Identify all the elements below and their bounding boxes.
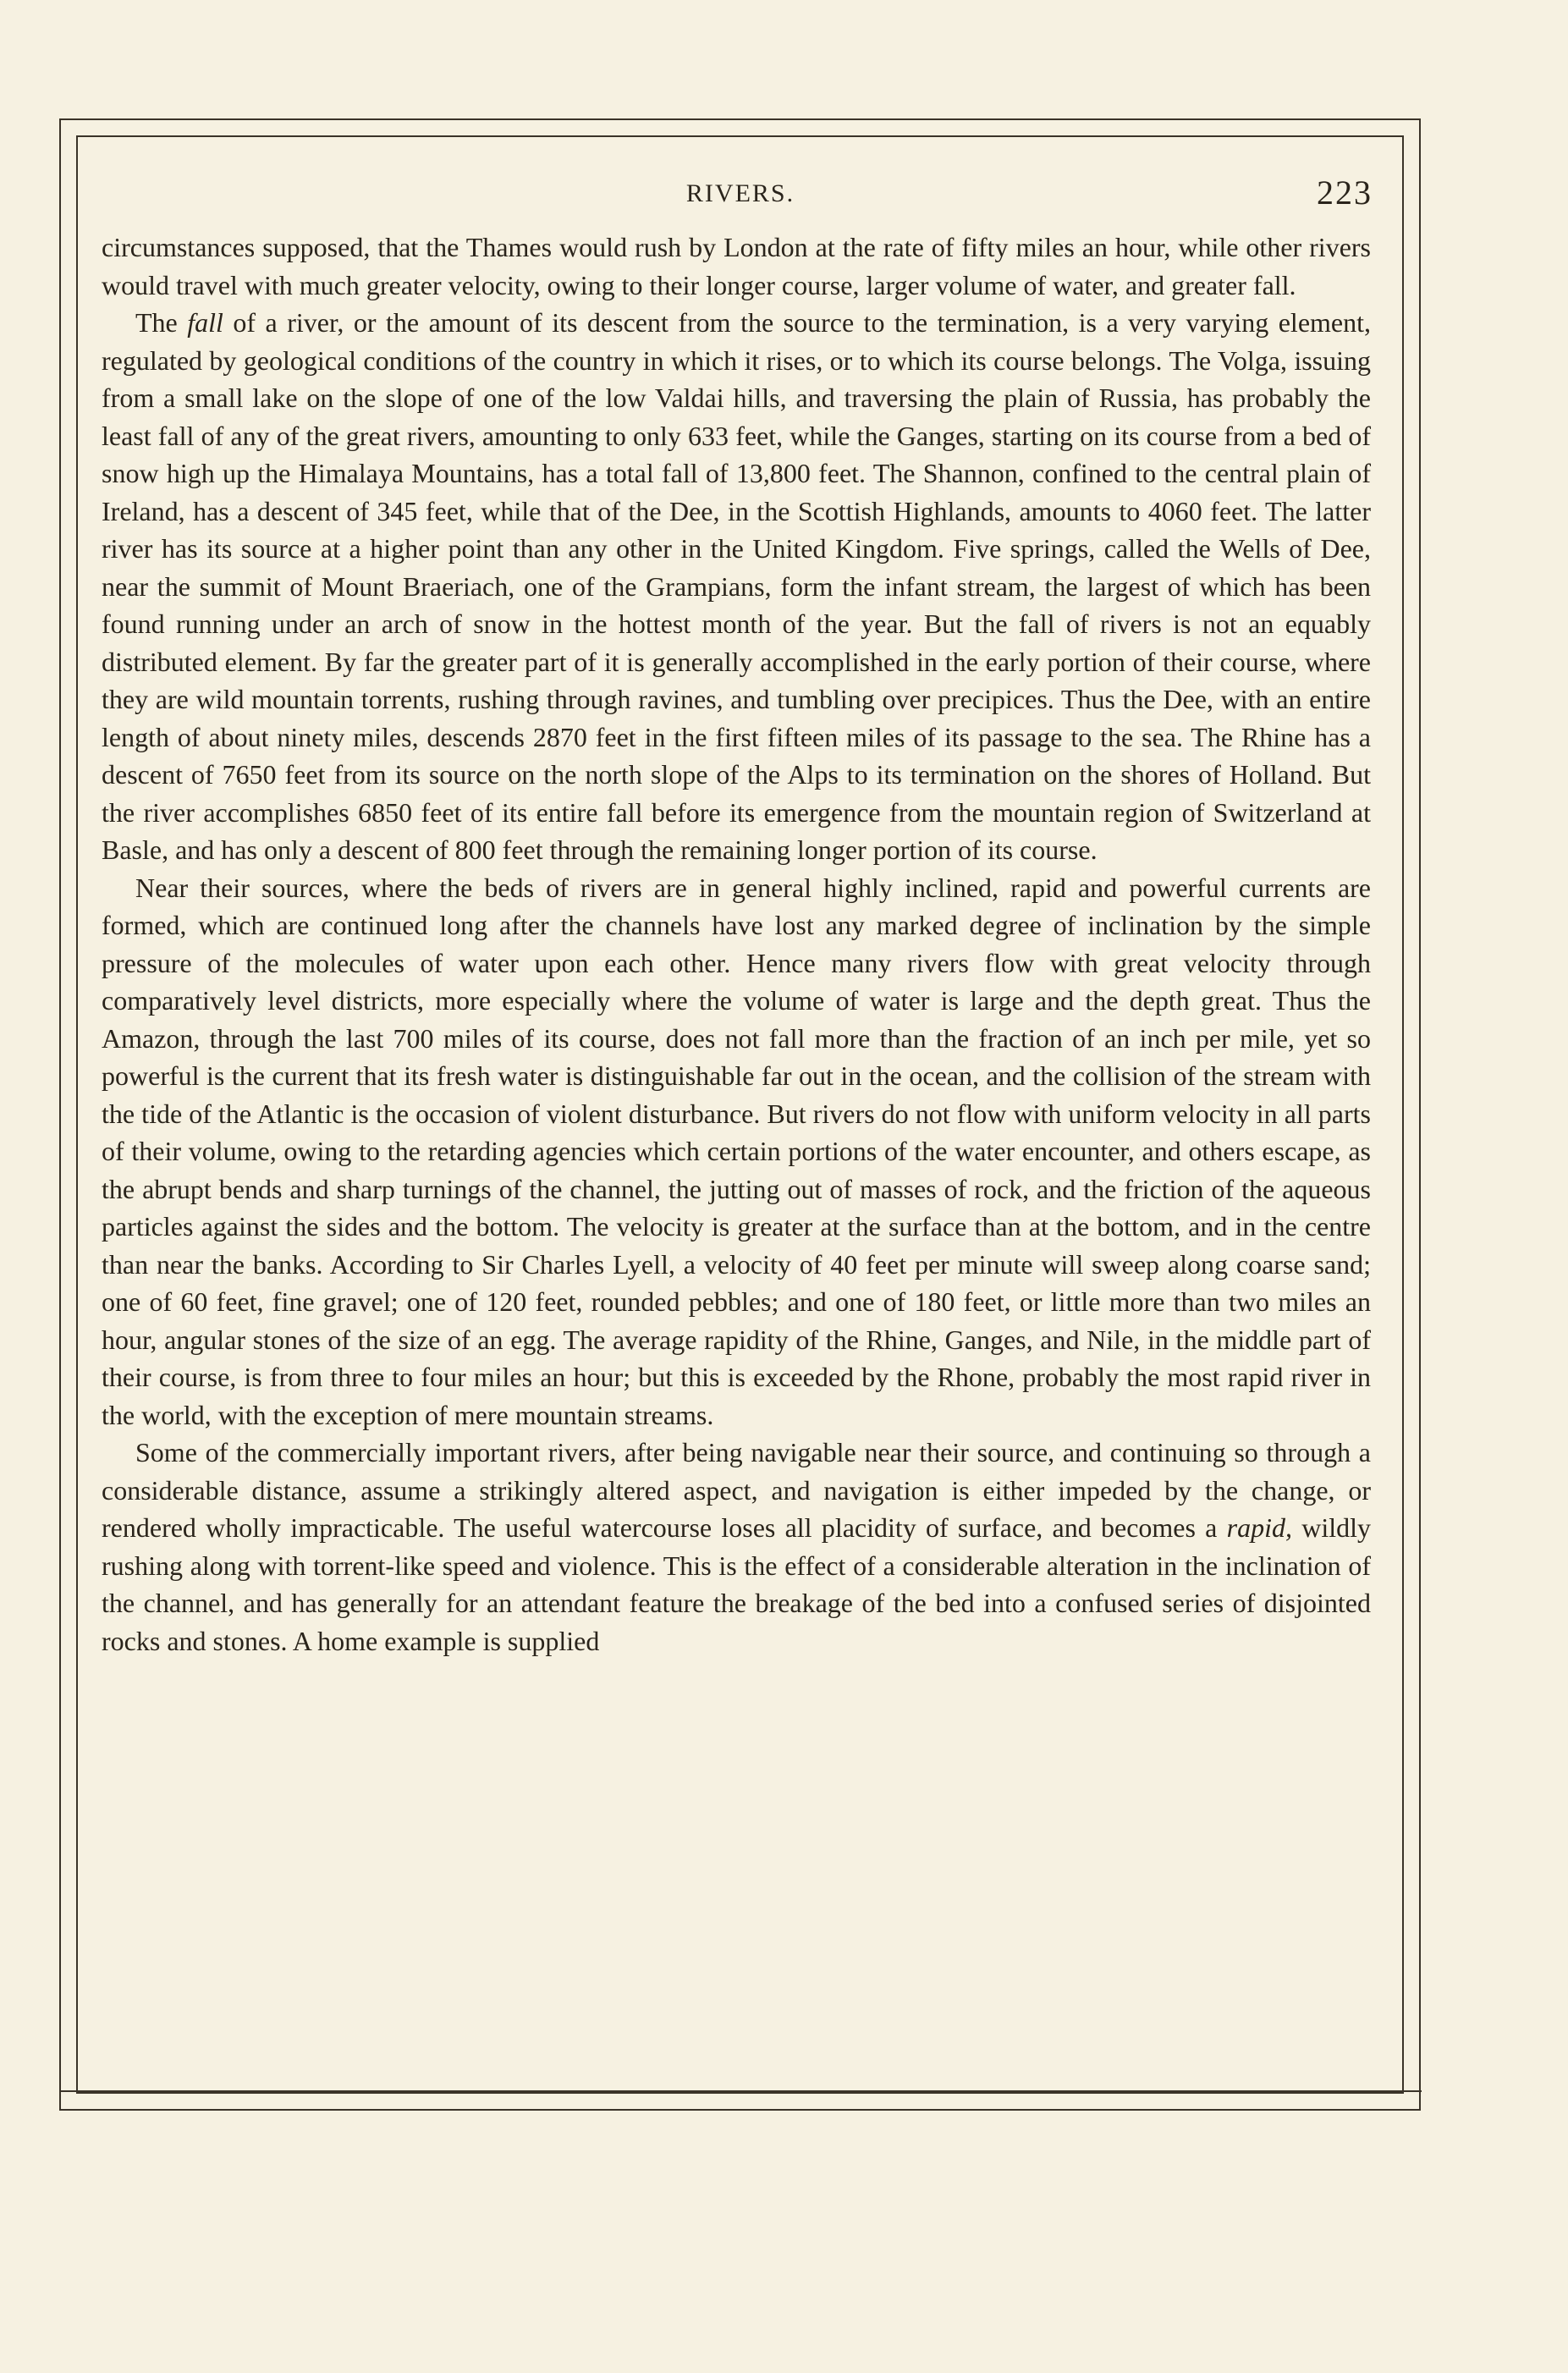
paragraph-1: circumstances supposed, that the Thames would rush by London at the rate of fifty miles an hour, while other rivers would travel with much greater velocity, owing to their longer course, larger volume of water, and greater fall. (102, 232, 1371, 300)
paragraph-4-rest: wildly rushing along with torrent-like speed and violence. This is the effect of a considerable alteration in the inclination of the channel, and has generally for an attendant feature the breakage of the bed into a confused series of disjointed rocks and stones. A home example is supplied (102, 1512, 1372, 1656)
running-title: RIVERS. (685, 179, 795, 207)
page-header (102, 169, 1379, 212)
body-text (102, 228, 1371, 1660)
paragraph-4-lead: Some of the commercially important rivers, after being navigable near their source, and continuing so through a considerable distance, assume a strikingly altered aspect, and navigation is either impeded by the change, or rendered wholly impracticable. The useful watercourse loses all placidity of surface, and becomes a (102, 1437, 1371, 1543)
paragraph-4-emphasis: rapid, (1226, 1512, 1292, 1543)
bottom-rule (59, 2090, 1422, 2092)
paragraph-4 (102, 1434, 1371, 1660)
page-number: 223 (1317, 173, 1373, 212)
paragraph-3: Near their sources, where the beds of rivers are in general highly inclined, rapid and powerful currents are formed, which are continued long after the channels have lost any marked degree of inclination by the simple pressure of the molecules of water upon each other. Hence many rivers flow with great velocity through comparatively level districts, more especially where the volume of water is large and the depth great. Thus the Amazon, through the last 700 miles of its course, does not fall more than the fraction of an inch per mile, yet so powerful is the current that its fresh water is distinguishable far out in the ocean, and the collision of the stream with the tide of the Atlantic is the occasion of violent disturbance. But rivers do not flow with uniform velocity in all parts of their volume, owing to the retarding agencies which certain portions of the water encounter, and others escape, as the abrupt bends and sharp turnings of the channel, the jutting out of masses of rock, and the friction of the aqueous particles against the sides and the bottom. The velocity is greater at the surface than at the bottom, and in the centre than near the banks. According to Sir Charles Lyell, a velocity of 40 feet per minute will sweep along coarse sand; one of 60 feet, fine gravel; one of 120 feet, rounded pebbles; and one of 180 feet, or little more than two miles an hour, angular stones of the size of an egg. The average rapidity of the Rhine, Ganges, and Nile, in the middle part of their course, is from three to four miles an hour; but this is exceeded by the Rhone, probably the most rapid river in the world, with the exception of mere mountain streams. (102, 872, 1371, 1430)
paragraph-2-rest: of a river, or the amount of its descent from the source to the termination, is a very varying element, regulated by geological conditions of the country in which it rises, or to which its course belongs. The Volga, issuing from a small lake on the slope of one of the low Valdai hills, and traversing the plain of Russia, has probably the least fall of any of the great rivers, amounting to only 633 feet, while the Ganges, starting on its course from a bed of snow high up the Himalaya Mountains, has a total fall of 13,800 feet. The Shannon, confined to the central plain of Ireland, has a descent of 345 feet, while that of the Dee, in the Scottish Highlands, amounts to 4060 feet. The latter river has its source at a higher point than any other in the United Kingdom. Five springs, called the Wells of Dee, near the summit of Mount Braeriach, one of the Grampians, form the infant stream, the largest of which has been found running under an arch of snow in the hottest month of the year. But the fall of rivers is not an equably distributed element. By far the greater part of it is generally accomplished in the early portion of their course, where they are wild mountain torrents, rushing through ravines, and tumbling over precipices. Thus the Dee, with an entire length of about ninety miles, descends 2870 feet in the first fifteen miles of its passage to the sea. The Rhine has a descent of 7650 feet from its source on the north slope of the Alps to its termination on the shores of Holland. But the river accomplishes 6850 feet of its entire fall before its emergence from the mountain region of Switzerland at Basle, and has only a descent of 800 feet through the remaining longer portion of its course. (102, 307, 1372, 865)
paragraph-2 (102, 304, 1371, 869)
paragraph-2-lead: The (135, 307, 188, 338)
paragraph-2-emphasis: fall (187, 307, 223, 338)
